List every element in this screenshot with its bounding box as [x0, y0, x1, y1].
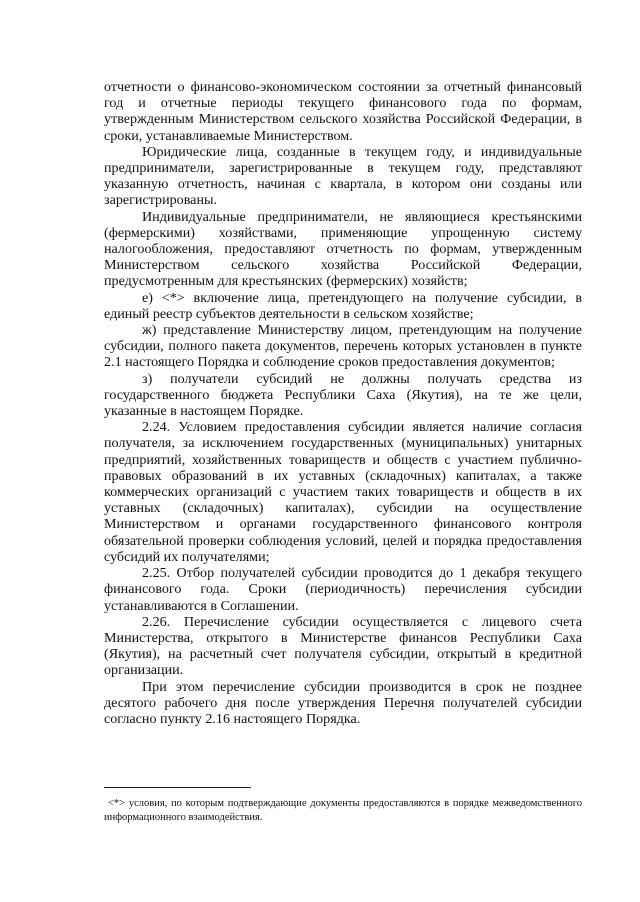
paragraph-1: отчетности о финансово-экономическом состоянии за отчетный финансовый год и отчетные периоды текущего финансового года по формам, утвержденным Министерством сельского хозяйства Российской Федерации, в сроки, устанавливаемые Министерством. [104, 79, 582, 144]
paragraph-9: 2.26. Перечисление субсидии осуществляется с лицевого счета Министерства, открытого в Министерстве финансов Республики Саха (Якутия), на расчетный счет получателя субсидии, открытый в кредитной организации. [104, 613, 582, 679]
footnote-divider [104, 787, 251, 788]
footnote: <*> условия, по которым подтверждающие документы предоставляются в порядке межведомственного информационного взаимодействия. [104, 798, 582, 823]
paragraph-10: При этом перечисление субсидии производится в срок не позднее десятого рабочего дня после утверждения Перечня получателей субсидии согласно пункту 2.16 настоящего Порядка. [104, 678, 582, 727]
paragraph-2: Юридические лица, созданные в текущем году, и индивидуальные предприниматели, зарегистрированные в текущем году, представляют указанную отчетность, начиная с квартала, в котором они созданы или зарегистрированы. [104, 143, 582, 209]
paragraph-7: 2.24. Условием предоставления субсидии является наличие согласия получателя, за исключением государственных (муниципальных) унитарных предприятий, хозяйственных товариществ и обществ с участием публично-правовых образований в их уставных (складочных) капиталах, а также коммерческих организаций с участием таких товариществ и обществ в их уставных (складочных) капиталах), субсидии на осуществление Министерством и органами государственного финансового контроля обязательной проверки соблюдения условий, целей и порядка предоставления субсидий их получателями; [104, 419, 582, 565]
paragraph-8: 2.25. Отбор получателей субсидии проводится до 1 декабря текущего финансового года. Сроки (периодичность) перечисления субсидии устанавливаются в Соглашении. [104, 565, 582, 614]
paragraph-6: з) получатели субсидий не должны получать средства из государственного бюджета Республики Саха (Якутия), на те же цели, указанные в настоящем Порядке. [104, 370, 582, 420]
paragraph-3: Индивидуальные предприниматели, не являющиеся крестьянскими (фермерскими) хозяйствами, применяющие упрощенную систему налогообложения, предоставляют отчетность по формам, утвержденным Министерством сельского хозяйства Российской Федерации, предусмотренным для крестьянских (фермерских) хозяйств; [104, 208, 582, 290]
paragraph-4: е) <*> включение лица, претендующего на получение субсидии, в единый реестр субъектов деятельности в сельском хозяйстве; [104, 289, 582, 322]
paragraph-5: ж) представление Министерству лицом, претендующим на получение субсидии, полного пакета документов, перечень которых установлен в пункте 2.1 настоящего Порядка и соблюдение сроков предоставления документов; [104, 322, 582, 371]
body-text [104, 79, 582, 727]
